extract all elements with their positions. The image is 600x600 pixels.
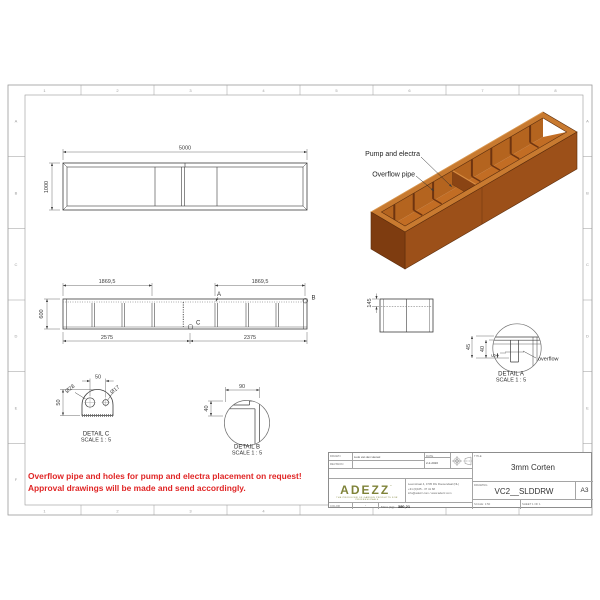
- dim-dia-28: Ø28: [64, 383, 77, 395]
- detail-a-title: DETAIL A: [498, 371, 524, 378]
- revision-value: [353, 461, 425, 469]
- dim-2375: 2375: [243, 334, 257, 341]
- brand-tagline: THE PRODUCER OF GARDEN PRODUCTS FOR PROFESSIONALS: [336, 497, 398, 501]
- drawn-value: Luuk van den Heuvel: [353, 453, 425, 461]
- dim-50-span: 50: [94, 374, 102, 381]
- dim-height: 1000: [44, 180, 50, 194]
- marker-a: A: [216, 292, 222, 298]
- revision-label: REVISION: [329, 461, 353, 469]
- zone-label: 8: [554, 88, 557, 93]
- zone-label: F: [14, 477, 18, 482]
- pump-label: Pump and electra: [365, 151, 420, 158]
- zone-label: C: [14, 262, 18, 267]
- zone-label: 5: [335, 88, 338, 93]
- end-dims: [372, 294, 379, 314]
- drawing-number: VC2__SLDDRW: [494, 487, 554, 496]
- overflow-label: overflow: [538, 356, 559, 363]
- detail-c: [56, 375, 121, 444]
- paper-size: A3: [576, 482, 593, 500]
- address-line-3: info@adezz.com / www.adezz.com: [408, 491, 452, 496]
- overflow-pipe-label: Overflow pipe: [372, 171, 415, 179]
- zone-label: A: [14, 118, 18, 124]
- mass-cell: [379, 503, 473, 509]
- dim-50-height: 50: [56, 399, 62, 406]
- detail-c-scale: SCALE 1 : 5: [80, 437, 112, 444]
- note-line-1: Overflow pipe and holes for pump and electra placement on request!: [28, 471, 302, 481]
- dim-width: 5000: [178, 145, 192, 152]
- detail-b-circle: [224, 400, 269, 445]
- title-block-spacer: [329, 469, 473, 479]
- dim-1869-left: 1869,5: [98, 279, 116, 285]
- zone-label: 2: [116, 88, 119, 93]
- date-value: 2-2-2020: [425, 458, 451, 469]
- title-block: [328, 452, 592, 508]
- zone-label: 3: [189, 88, 192, 93]
- side-view: [39, 279, 316, 344]
- detail-b: [204, 384, 270, 457]
- title-label: TITLE: [474, 453, 482, 458]
- dim-2575: 2575: [100, 334, 114, 341]
- zone-label: 4: [262, 508, 265, 514]
- zone-label: 1: [43, 508, 46, 514]
- dim-1869-right: 1869,5: [251, 279, 269, 285]
- color-value: -: [353, 503, 379, 509]
- zone-label: D: [14, 333, 18, 339]
- top-view: [44, 146, 307, 211]
- dim-5: 5: [491, 353, 498, 358]
- detail-a-circle: [493, 324, 541, 372]
- address-line-2: +31 (0)165 - 37 41 68: [408, 486, 435, 491]
- title-cell: [473, 453, 593, 482]
- zone-label: A: [586, 118, 589, 124]
- mass-value: 380,21: [397, 503, 411, 509]
- dim-600: 600: [39, 309, 45, 319]
- address-cell: [406, 479, 473, 503]
- detail-b-dims: [208, 387, 260, 416]
- projection-symbol: [451, 453, 473, 469]
- dim-45: 45: [466, 343, 472, 351]
- detail-b-scale: SCALE 1 : 5: [231, 450, 263, 457]
- zone-label: 7: [481, 88, 484, 93]
- brand-cell: [329, 479, 406, 503]
- drawing-label: DRAWING: [474, 482, 488, 487]
- side-ribs: [92, 303, 279, 327]
- end-view: [367, 294, 433, 333]
- drawn-label: DRAWN: [329, 453, 353, 461]
- zone-label: D: [586, 333, 589, 339]
- zone-label: E: [586, 405, 589, 411]
- zone-label: E: [14, 405, 18, 411]
- scale-value: SCALE: 1:50: [473, 500, 521, 509]
- date-label: DATE: [425, 453, 451, 458]
- drawing-cell: [473, 482, 576, 500]
- dim-40: 40: [480, 345, 486, 353]
- zone-label: B: [14, 190, 18, 196]
- dim-40: 40: [204, 405, 210, 412]
- zone-label: B: [586, 190, 589, 196]
- dim-90: 90: [238, 384, 246, 390]
- side-dims: [44, 283, 307, 344]
- sheet-value: SHEET 1 OF 1: [522, 501, 541, 506]
- zone-label: 4: [262, 88, 265, 93]
- marker-b: B: [311, 295, 316, 302]
- zone-label: 3: [189, 508, 192, 514]
- title-value: 3mm Corten: [510, 463, 555, 472]
- detail-c-dims: [60, 379, 114, 416]
- marker-c: C: [196, 320, 201, 327]
- zone-label: 1: [43, 88, 46, 93]
- request-note: [28, 471, 348, 494]
- address-line-1: Leemstraat 4, 4705 RG Roosendaal (NL): [408, 482, 459, 486]
- zone-label: 6: [408, 88, 411, 93]
- note-line-2: Approval drawings will be made and send accordingly.: [28, 482, 246, 493]
- dim-dia-17: Ø17: [109, 384, 122, 396]
- zone-label: 2: [116, 508, 119, 514]
- iso-view: [365, 112, 577, 269]
- detail-a: [466, 324, 559, 384]
- color-label: COLOR: [329, 503, 353, 509]
- zone-label: C: [586, 262, 589, 267]
- detail-a-scale: SCALE 1 : 5: [495, 377, 527, 384]
- dim-145: 145: [367, 298, 373, 308]
- detail-c-title: DETAIL C: [82, 431, 110, 438]
- mass-label: Mass (kg):: [381, 504, 396, 509]
- brand-logo: ADEZZ´: [340, 483, 394, 497]
- detail-b-title: DETAIL B: [233, 444, 261, 451]
